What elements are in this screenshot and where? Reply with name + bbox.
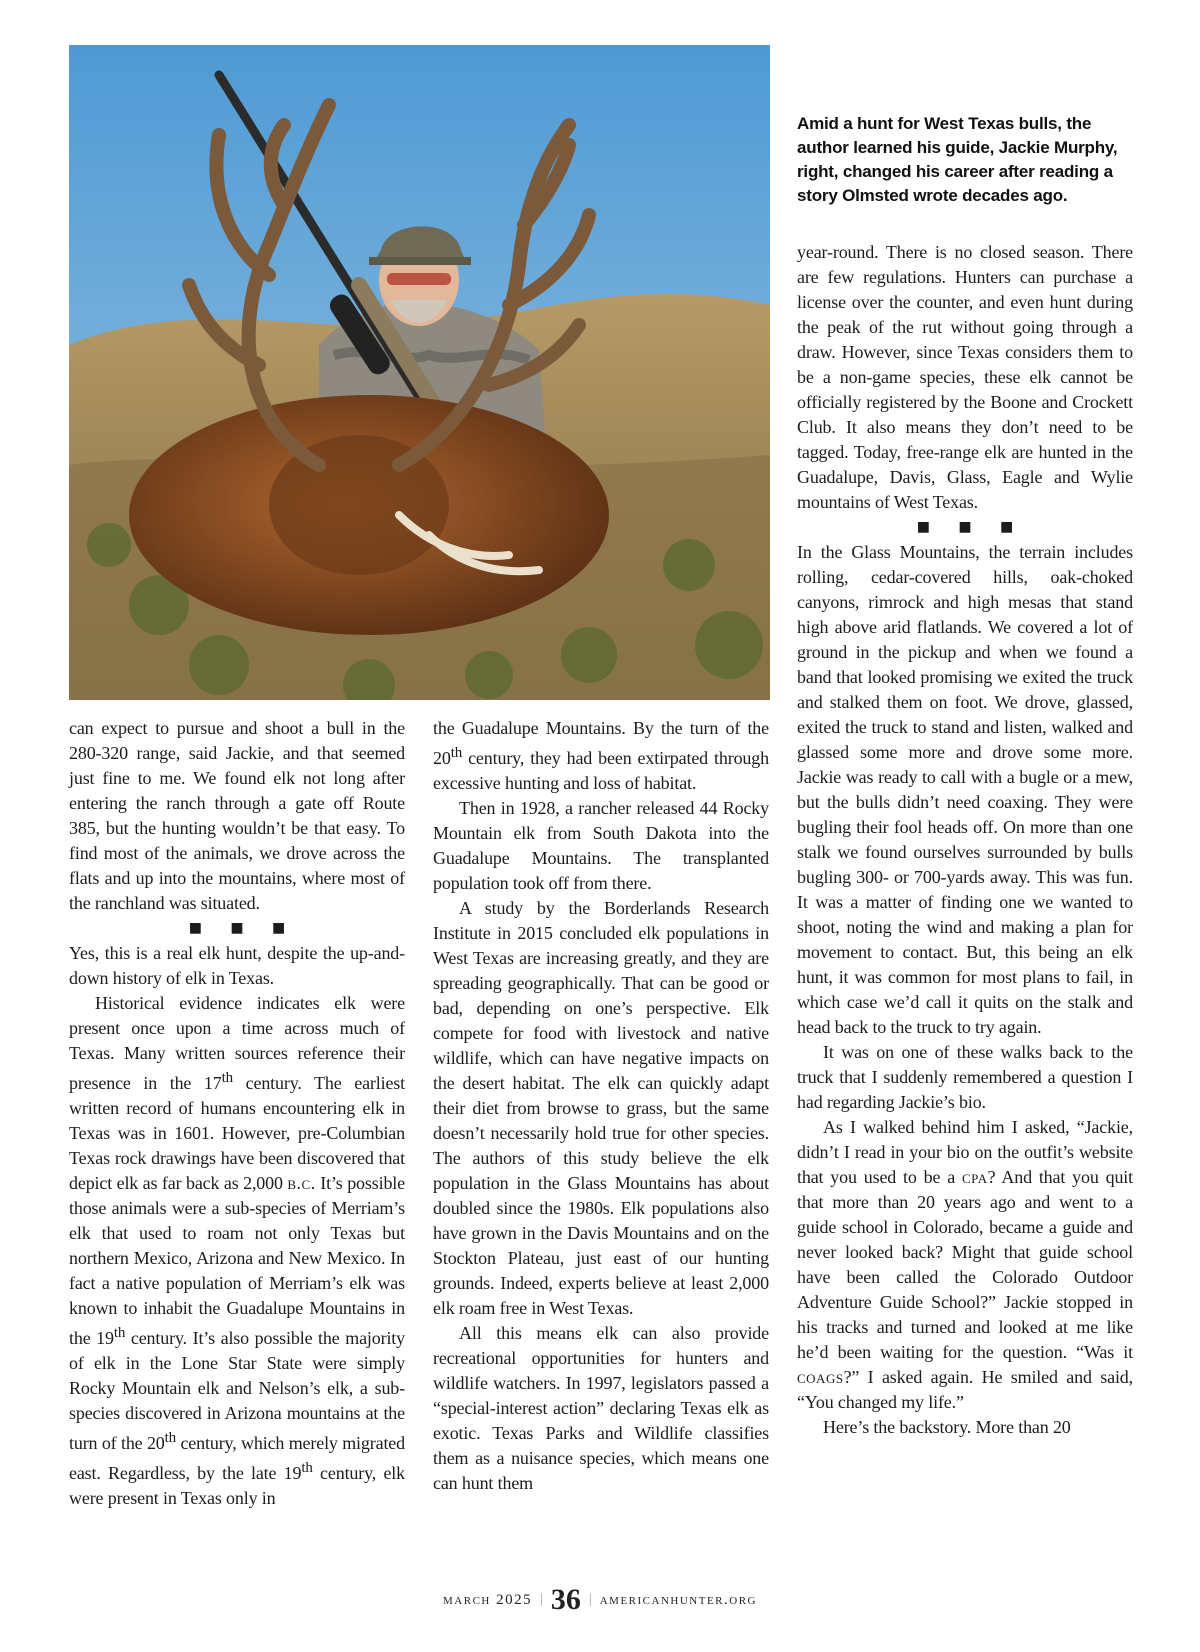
website-url[interactable]: americanhunter.org [599,1591,757,1608]
page-number: 36 [550,1583,581,1616]
paragraph: Yes, this is a real elk hunt, despite the up-and-down history of elk in Texas. [69,943,405,988]
paragraph: can expect to pursue and shoot a bull in the 280-320 range, said Jackie, and that seemed just fine to me. We found elk not long after entering the ranch through a gate off Route 385, but the hunting wouldn’t be that easy. To find most of the animals, we drove across the flats and up into the mountains, where most of the ranchland was situated. [69,718,405,913]
paragraph: All this means elk can also provide recreational opportunities for hunters and wildlife watchers. In 1997, legislators passed a “special-interest action” declaring Texas elk as exotic. Texas Parks and Wildlife classifies them as a nuisance species, which means one can hunt them [433,1323,769,1493]
article-column-1 [69,716,405,1511]
paragraph: year-round. There is no closed season. There are few regulations. Hunters can purchase a license over the counter, and even hunt during the peak of the rut without going through a draw. However, since Texas considers them to be a non-game species, these elk cannot be officially registered by the Boone and Crockett Club. It also means they don’t need to be tagged. Today, free-range elk are hunted in the Guadalupe, Davis, Glass, Eagle and Wylie mountains of West Texas. [797,242,1133,512]
paragraph: As I walked behind him I asked, “Jackie, didn’t I read in your bio on the outfit’s website that you used to be a cpa? And that you quit that more than 20 years ago and went to a guide school in Colorado, became a guide and never looked back? Might that guide school have been called the Colorado Outdoor Adventure Guide School?” Jackie stopped in his tracks and turned and looked at me like he’d been waiting for the question. “Was it coags?” I asked again. He smiled and said, “You changed my life.” [797,1117,1133,1412]
paragraph: Historical evidence indicates elk were present once upon a time across much of Texas. Many written sources reference their presence in the 17th century. The earliest written record of humans encountering elk in Texas was in 1601. However, pre-Columbian Texas rock drawings have been discovered that depict elk as far back as 2,000 b.c. It’s possible those animals were a sub-species of Merriam’s elk that used to roam not only Texas but northern Mexico, Arizona and New Mexico. In fact a native population of Merriam’s elk was known to inhabit the Guadalupe Mountains in the 19th century. It’s also possible the majority of elk in the Lone Star State were simply Rocky Mountain elk and Nelson’s elk, a sub-species discovered in Arizona mountains at the turn of the 20th century, which merely migrated east. Regardless, by the late 19th century, elk were present in Texas only in [69,993,406,1508]
issue-date: march 2025 [443,1591,533,1608]
paragraph: the Guadalupe Mountains. By the turn of the 20th century, they had been extirpated through excessive hunting and loss of habitat. [433,718,769,793]
article-column-2 [433,716,769,1496]
paragraph: In the Glass Mountains, the terrain includes rolling, cedar-covered hills, oak-choked canyons, rimrock and high mesas that stand high above arid flatlands. We covered a lot of ground in the pickup and when we found a band that looked promising we exited the truck and stalked them on foot. We drove, glassed, exited the truck to stand and listen, walked and glassed some more and drove some more. Jackie was ready to call with a bugle or a mew, but the bulls didn’t need coaxing. They were bugling their fool heads off. On more than one stalk we found ourselves surrounded by bulls bugling 300- or 700-yards away. This was fun. It was a matter of finding one we wanted to shoot, noting the wind and making a plan for movement to contact. But, this being an elk hunt, it was common for most plans to fail, in which case we’d call it quits on the stalk and head back to the truck to try again. [797,542,1133,1037]
paragraph: Then in 1928, a rancher released 44 Rocky Mountain elk from South Dakota into the Guadalupe Mountains. The transplanted population took off from there. [433,798,769,893]
paragraph: It was on one of these walks back to the truck that I suddenly remembered a question I had regarding Jackie’s bio. [797,1042,1133,1112]
page-footer [0,1582,1200,1618]
footer-separator: | [588,1592,592,1607]
section-divider: ■ ■ ■ [188,920,298,936]
section-divider: ■ ■ ■ [916,519,1026,535]
photo-illustration [69,45,770,700]
article-column-3 [797,240,1133,1440]
hunter-with-elk-photo [69,45,770,700]
paragraph: A study by the Borderlands Research Institute in 2015 concluded elk populations in West Texas are increasing greatly, and they are spreading geographically. That can be good or bad, depending on one’s perspective. Elk compete for food with livestock and native wildlife, which can have negative impacts on the desert habitat. The elk can quickly adapt their diet from browse to grass, but the same doesn’t necessarily hold true for other species. The authors of this study believe the elk population in the Glass Mountains has about doubled since the 1980s. Elk populations also have grown in the Davis Mountains and on the Stockton Plateau, just east of our hunting grounds. Indeed, experts believe at least 2,000 elk roam free in West Texas. [433,898,769,1318]
photo-caption: Amid a hunt for West Texas bulls, the author learned his guide, Jackie Murphy, right, changed his career after reading a story Olmsted wrote decades ago. [797,114,1118,205]
paragraph: Here’s the backstory. More than 20 [823,1417,1071,1437]
footer-separator: | [540,1592,543,1607]
